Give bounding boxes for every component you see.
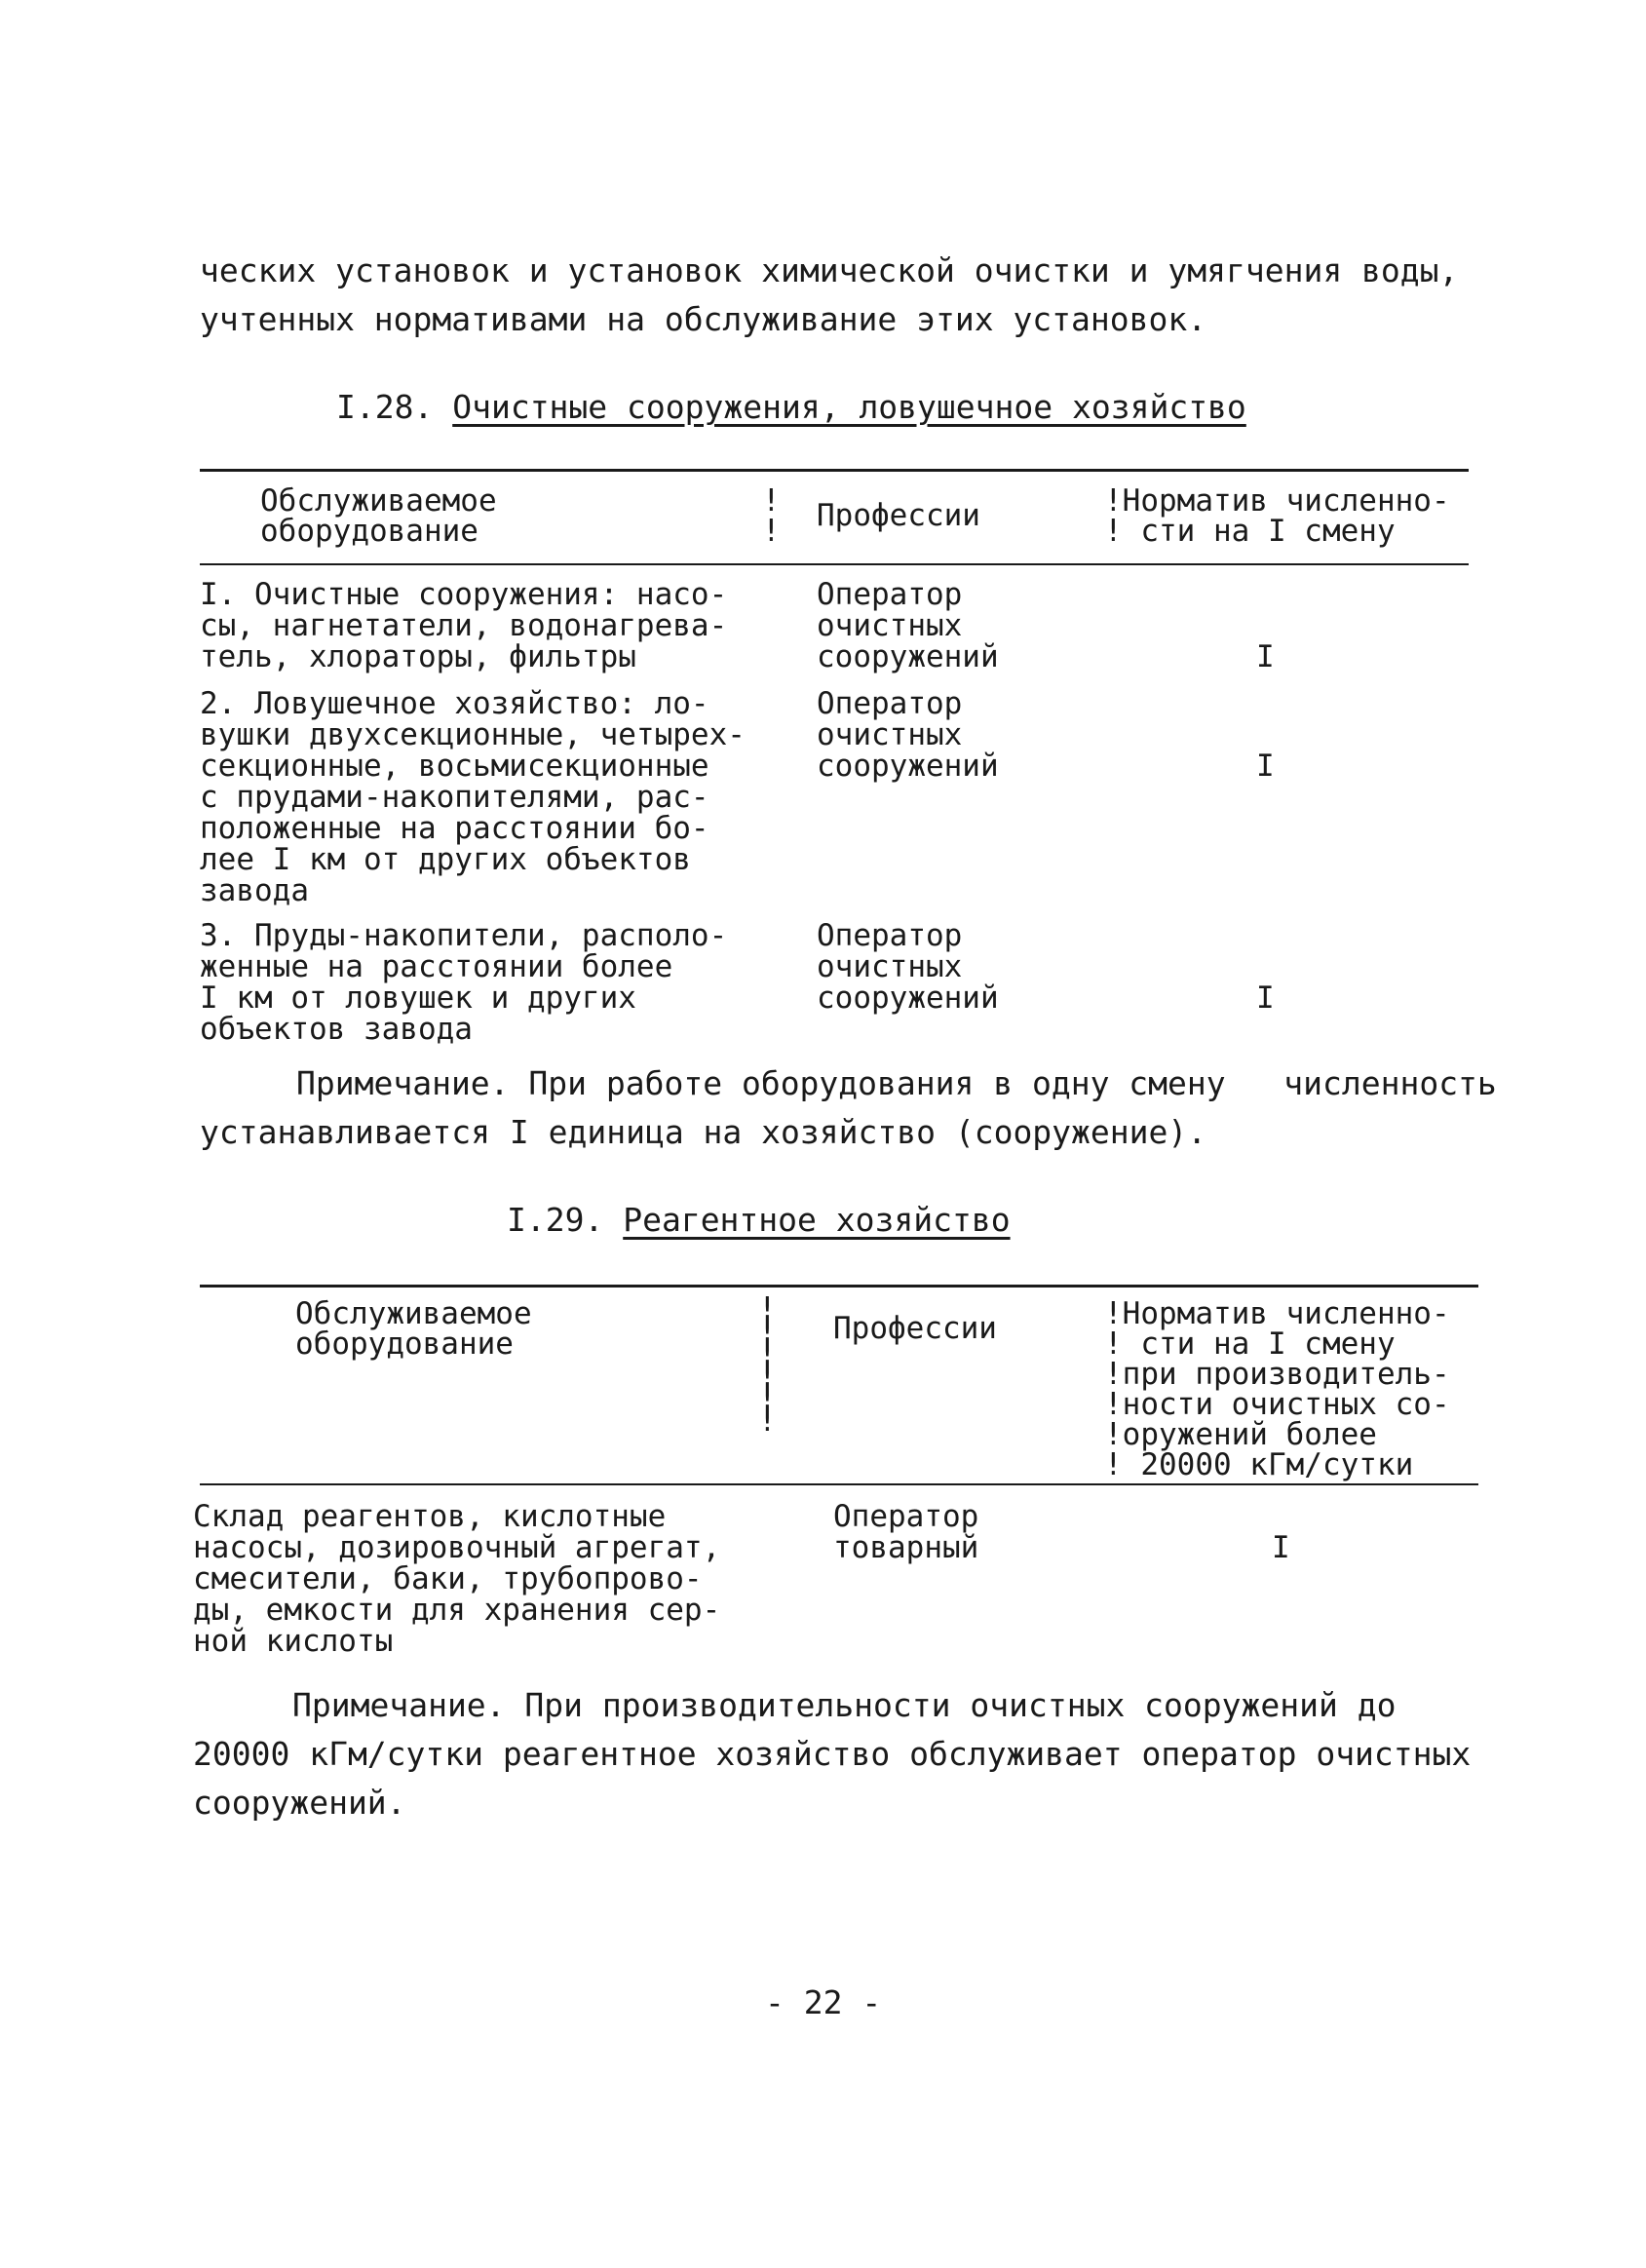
page-number: - 22 -: [765, 1983, 882, 2021]
table-129-header-norm: !Норматив численно- ! сти на I смену !при производитель- !ности очистных со- !оружений более ! 20000 кГм/сутки: [1104, 1296, 1450, 1482]
table-128-header-norm: !Норматив численно- ! сти на I смену: [1104, 483, 1450, 549]
table-129-row1-profession: Оператор товарный: [833, 1499, 979, 1565]
table-128-header-rule: [200, 563, 1469, 565]
table-128-row2-profession: Оператор очистных сооружений: [817, 686, 999, 784]
table-129-top-rule: [200, 1285, 1478, 1288]
table-128-header-profession: Профессии: [817, 498, 980, 533]
table-128-row3-norm: I: [1256, 980, 1275, 1016]
table-128-header-equipment: Обслуживаемое оборудование: [260, 483, 497, 549]
section-128-title: Очистные сооружения, ловушечное хозяйство: [452, 388, 1246, 426]
table-128-row3-equipment: 3. Пруды-накопители, располо- женные на расстоянии более I км от ловушек и других объектов завода: [200, 918, 728, 1047]
section-129-note-line-2: 20000 кГм/сутки реагентное хозяйство обслуживает оператор очистных: [193, 1735, 1472, 1773]
intro-line-1: ческих установок и установок химической очистки и умягчения воды,: [200, 251, 1459, 289]
section-129-heading: [507, 1201, 1011, 1239]
table-128-header-separator: ! !: [762, 483, 781, 549]
table-128-row1-profession: Оператор очистных сооружений: [817, 577, 999, 674]
table-129-header-rule: [200, 1483, 1478, 1485]
section-128-number: I.28.: [336, 388, 434, 426]
table-128-row3-profession: Оператор очистных сооружений: [817, 918, 999, 1016]
section-128-note-line-2: устанавливается I единица на хозяйство (сооружение).: [200, 1113, 1207, 1151]
table-128-row1-equipment: I. Очистные сооружения: насо- сы, нагнетатели, водонагрева- тель, хлораторы, фильтры: [200, 577, 728, 674]
table-129-header-equipment: Обслуживаемое оборудование: [295, 1296, 532, 1362]
table-129-header-separator: ! ! ! ! ! !: [758, 1291, 777, 1439]
table-128-row2-norm: I: [1256, 749, 1275, 784]
table-129-row1-norm: I: [1272, 1530, 1290, 1565]
intro-line-2: учтенных нормативами на обслуживание этих установок.: [200, 300, 1207, 338]
section-129-number: I.29.: [507, 1201, 604, 1239]
section-128-heading: [336, 388, 1246, 426]
table-129-header-profession: Профессии: [833, 1311, 997, 1346]
table-128-top-rule: [200, 469, 1469, 472]
section-128-note-line-1: Примечание. При работе оборудования в одну смену численность: [296, 1064, 1497, 1102]
table-128-row2-equipment: 2. Ловушечное хозяйство: ло- вушки двухсекционные, четырех- секционные, восьмисекционные с прудами-накопителями, рас- положенные на расстоянии бо- лее I км от других объектов завода: [200, 686, 746, 908]
section-129-note-line-3: сооружений.: [193, 1784, 406, 1822]
section-129-note-line-1: Примечание. При производительности очистных сооружений до: [292, 1686, 1397, 1724]
table-128-row1-norm: I: [1256, 639, 1275, 674]
table-129-row1-equipment: Склад реагентов, кислотные насосы, дозировочный агрегат, смесители, баки, трубопрово- ды, емкости для хранения сер- ной кислоты: [193, 1499, 721, 1659]
section-129-title: Реагентное хозяйство: [623, 1201, 1011, 1239]
